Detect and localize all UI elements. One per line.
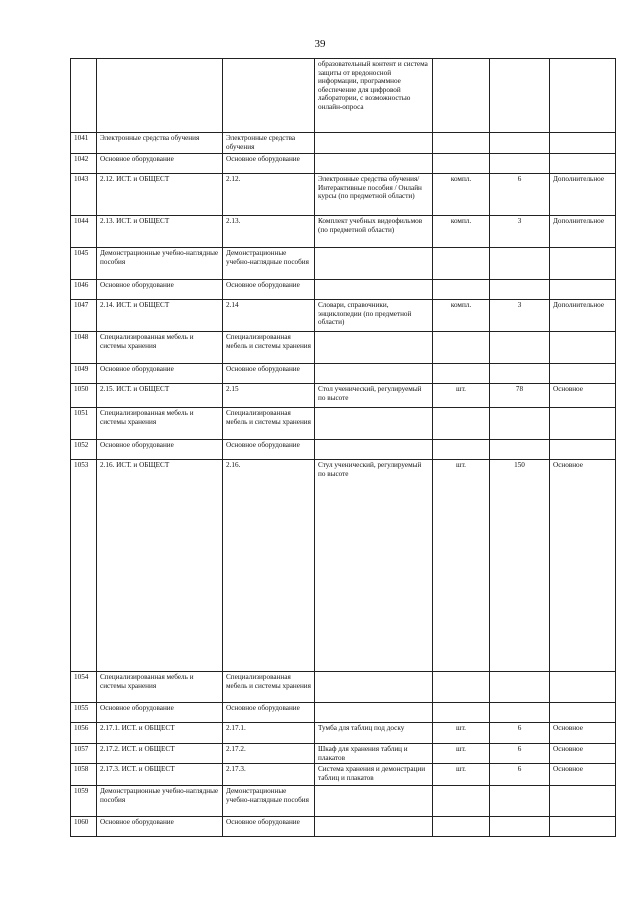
equipment-type-cell: Основное: [550, 744, 616, 764]
equipment-type-cell: [550, 672, 616, 703]
code-cell: 2.17.2.: [223, 744, 315, 764]
section-cell: Основное оборудование: [97, 364, 223, 384]
row-number: 1060: [71, 817, 97, 837]
code-cell: Основное оборудование: [223, 364, 315, 384]
section-cell: 2.14. ИСТ. и ОБЩЕСТ: [97, 300, 223, 332]
section-cell: Специализированная мебель и системы хранения: [97, 408, 223, 440]
item-name-cell: Словари, справочники, энциклопедии (по предметной области): [315, 300, 433, 332]
equipment-type-cell: Основное: [550, 723, 616, 744]
unit-cell: [433, 133, 490, 154]
unit-cell: [433, 786, 490, 817]
equipment-type-cell: Дополнительное: [550, 300, 616, 332]
section-cell: 2.17.3. ИСТ. и ОБЩЕСТ: [97, 764, 223, 786]
item-name-cell: [315, 703, 433, 723]
code-cell: Демонстрационные учебно-наглядные пособия: [223, 248, 315, 280]
table-row: [71, 764, 616, 786]
row-number: 1041: [71, 133, 97, 154]
item-name-cell: образовательный контент и система защиты от вредоносной информации, программное обеспечение для цифровой лаборатории, с возможностью онлайн-опроса: [315, 59, 433, 133]
quantity-cell: [490, 154, 550, 174]
item-name-cell: [315, 672, 433, 703]
code-cell: 2.17.1.: [223, 723, 315, 744]
table-row: [71, 384, 616, 408]
unit-cell: [433, 703, 490, 723]
quantity-cell: [490, 332, 550, 364]
code-cell: 2.13.: [223, 216, 315, 248]
row-number: 1042: [71, 154, 97, 174]
item-name-cell: [315, 817, 433, 837]
table-row: [71, 408, 616, 440]
row-number: 1048: [71, 332, 97, 364]
unit-cell: [433, 408, 490, 440]
section-cell: Основное оборудование: [97, 817, 223, 837]
quantity-cell: 6: [490, 723, 550, 744]
equipment-type-cell: [550, 817, 616, 837]
equipment-table: [70, 58, 616, 837]
quantity-cell: 3: [490, 216, 550, 248]
quantity-cell: [490, 408, 550, 440]
section-cell: Основное оборудование: [97, 703, 223, 723]
table-row: [71, 672, 616, 703]
quantity-cell: [490, 703, 550, 723]
section-cell: 2.17.1. ИСТ. и ОБЩЕСТ: [97, 723, 223, 744]
table-row: [71, 744, 616, 764]
section-cell: [97, 59, 223, 133]
code-cell: 2.16.: [223, 460, 315, 672]
code-cell: [223, 59, 315, 133]
section-cell: Демонстрационные учебно-наглядные пособия: [97, 248, 223, 280]
unit-cell: шт.: [433, 764, 490, 786]
item-name-cell: Система хранения и демонстрации таблиц и плакатов: [315, 764, 433, 786]
quantity-cell: [490, 59, 550, 133]
item-name-cell: [315, 332, 433, 364]
row-number: 1047: [71, 300, 97, 332]
equipment-type-cell: Дополнительное: [550, 174, 616, 216]
table-row: [71, 59, 616, 133]
section-cell: 2.13. ИСТ. и ОБЩЕСТ: [97, 216, 223, 248]
quantity-cell: [490, 817, 550, 837]
table-row: [71, 364, 616, 384]
section-cell: Основное оборудование: [97, 154, 223, 174]
row-number: 1059: [71, 786, 97, 817]
table-row: [71, 440, 616, 460]
equipment-type-cell: [550, 703, 616, 723]
unit-cell: компл.: [433, 300, 490, 332]
section-cell: Демонстрационные учебно-наглядные пособия: [97, 786, 223, 817]
unit-cell: шт.: [433, 384, 490, 408]
equipment-type-cell: Основное: [550, 764, 616, 786]
unit-cell: [433, 332, 490, 364]
unit-cell: компл.: [433, 174, 490, 216]
row-number: 1054: [71, 672, 97, 703]
item-name-cell: [315, 280, 433, 300]
equipment-type-cell: [550, 154, 616, 174]
code-cell: Электронные средства обучения: [223, 133, 315, 154]
section-cell: Специализированная мебель и системы хранения: [97, 672, 223, 703]
equipment-type-cell: [550, 59, 616, 133]
quantity-cell: [490, 440, 550, 460]
table-row: [71, 817, 616, 837]
row-number: 1058: [71, 764, 97, 786]
equipment-type-cell: [550, 408, 616, 440]
unit-cell: [433, 440, 490, 460]
unit-cell: шт.: [433, 744, 490, 764]
item-name-cell: Электронные средства обучения/Интерактивные пособия / Онлайн курсы (по предметной области): [315, 174, 433, 216]
equipment-type-cell: [550, 786, 616, 817]
equipment-type-cell: [550, 440, 616, 460]
quantity-cell: 3: [490, 300, 550, 332]
page-number: 39: [314, 38, 326, 50]
item-name-cell: [315, 440, 433, 460]
item-name-cell: Шкаф для хранения таблиц и плакатов: [315, 744, 433, 764]
quantity-cell: [490, 248, 550, 280]
row-number: 1057: [71, 744, 97, 764]
code-cell: 2.12.: [223, 174, 315, 216]
code-cell: Основное оборудование: [223, 280, 315, 300]
equipment-type-cell: Основное: [550, 460, 616, 672]
unit-cell: [433, 154, 490, 174]
table-row: [71, 154, 616, 174]
item-name-cell: [315, 248, 433, 280]
unit-cell: шт.: [433, 460, 490, 672]
table-body: [71, 59, 616, 837]
quantity-cell: [490, 786, 550, 817]
equipment-type-cell: [550, 133, 616, 154]
row-number: 1051: [71, 408, 97, 440]
equipment-type-cell: [550, 332, 616, 364]
row-number: [71, 59, 97, 133]
section-cell: 2.12. ИСТ. и ОБЩЕСТ: [97, 174, 223, 216]
row-number: 1052: [71, 440, 97, 460]
code-cell: Основное оборудование: [223, 154, 315, 174]
quantity-cell: [490, 364, 550, 384]
table-row: [71, 248, 616, 280]
code-cell: Демонстрационные учебно-наглядные пособия: [223, 786, 315, 817]
equipment-type-cell: [550, 248, 616, 280]
unit-cell: [433, 59, 490, 133]
quantity-cell: [490, 672, 550, 703]
unit-cell: [433, 672, 490, 703]
unit-cell: [433, 280, 490, 300]
table-row: [71, 460, 616, 672]
equipment-type-cell: Дополнительное: [550, 216, 616, 248]
section-cell: 2.16. ИСТ. и ОБЩЕСТ: [97, 460, 223, 672]
table-row: [71, 703, 616, 723]
table-row: [71, 216, 616, 248]
unit-cell: [433, 817, 490, 837]
table-row: [71, 280, 616, 300]
code-cell: Основное оборудование: [223, 703, 315, 723]
row-number: 1045: [71, 248, 97, 280]
unit-cell: [433, 364, 490, 384]
code-cell: 2.17.3.: [223, 764, 315, 786]
table-row: [71, 300, 616, 332]
item-name-cell: Стул ученический, регулируемый по высоте: [315, 460, 433, 672]
quantity-cell: [490, 280, 550, 300]
quantity-cell: 6: [490, 744, 550, 764]
unit-cell: [433, 248, 490, 280]
row-number: 1043: [71, 174, 97, 216]
row-number: 1046: [71, 280, 97, 300]
table-row: [71, 723, 616, 744]
code-cell: 2.15: [223, 384, 315, 408]
item-name-cell: Стол ученический, регулируемый по высоте: [315, 384, 433, 408]
unit-cell: компл.: [433, 216, 490, 248]
item-name-cell: Тумба для таблиц под доску: [315, 723, 433, 744]
row-number: 1053: [71, 460, 97, 672]
equipment-type-cell: [550, 280, 616, 300]
item-name-cell: [315, 133, 433, 154]
row-number: 1050: [71, 384, 97, 408]
item-name-cell: [315, 364, 433, 384]
code-cell: 2.14: [223, 300, 315, 332]
section-cell: 2.17.2. ИСТ. и ОБЩЕСТ: [97, 744, 223, 764]
row-number: 1056: [71, 723, 97, 744]
code-cell: Основное оборудование: [223, 440, 315, 460]
row-number: 1055: [71, 703, 97, 723]
quantity-cell: [490, 133, 550, 154]
quantity-cell: 150: [490, 460, 550, 672]
item-name-cell: [315, 786, 433, 817]
section-cell: 2.15. ИСТ. и ОБЩЕСТ: [97, 384, 223, 408]
code-cell: Специализированная мебель и системы хранения: [223, 672, 315, 703]
quantity-cell: 6: [490, 174, 550, 216]
section-cell: Электронные средства обучения: [97, 133, 223, 154]
item-name-cell: [315, 408, 433, 440]
table-row: [71, 786, 616, 817]
quantity-cell: 78: [490, 384, 550, 408]
table-row: [71, 332, 616, 364]
item-name-cell: [315, 154, 433, 174]
table-row: [71, 174, 616, 216]
table-row: [71, 133, 616, 154]
code-cell: Основное оборудование: [223, 817, 315, 837]
code-cell: Специализированная мебель и системы хранения: [223, 332, 315, 364]
row-number: 1044: [71, 216, 97, 248]
code-cell: Специализированная мебель и системы хранения: [223, 408, 315, 440]
section-cell: Основное оборудование: [97, 440, 223, 460]
item-name-cell: Комплект учебных видеофильмов (по предметной области): [315, 216, 433, 248]
equipment-type-cell: Основное: [550, 384, 616, 408]
section-cell: Специализированная мебель и системы хранения: [97, 332, 223, 364]
equipment-type-cell: [550, 364, 616, 384]
quantity-cell: 6: [490, 764, 550, 786]
section-cell: Основное оборудование: [97, 280, 223, 300]
unit-cell: шт.: [433, 723, 490, 744]
row-number: 1049: [71, 364, 97, 384]
